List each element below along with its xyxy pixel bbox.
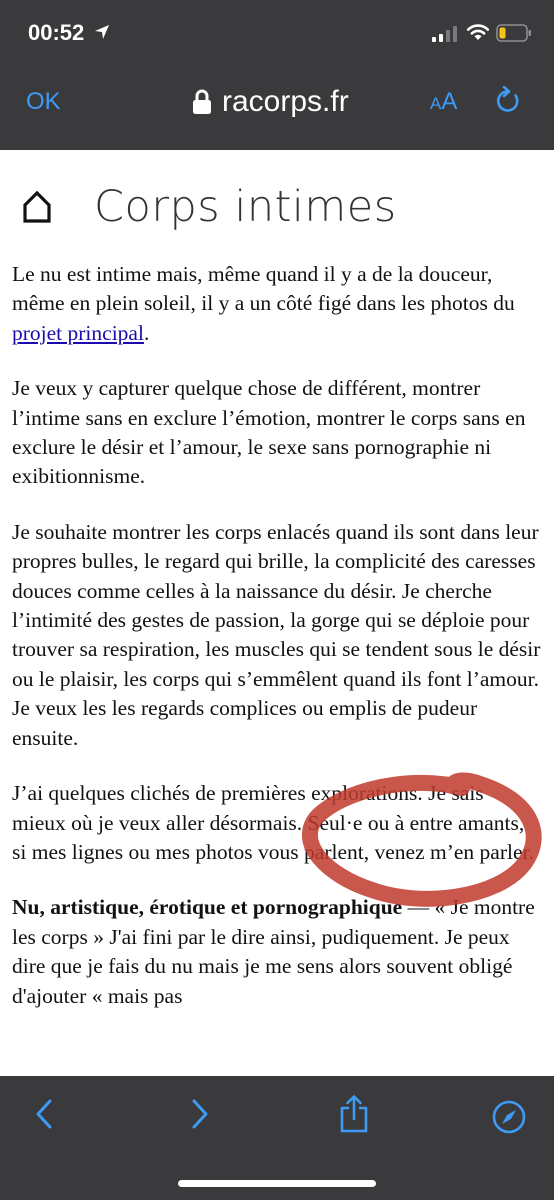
- reload-icon[interactable]: [494, 86, 522, 116]
- forward-icon[interactable]: [190, 1098, 210, 1130]
- battery-icon: [496, 24, 532, 42]
- location-arrow-icon: [94, 24, 110, 40]
- title-row: [22, 182, 397, 232]
- page-content: [12, 150, 542, 1076]
- paragraph-intro: [12, 260, 542, 348]
- share-icon[interactable]: [338, 1094, 370, 1134]
- page-title: Corps intimes: [94, 182, 397, 232]
- compass-icon[interactable]: [492, 1100, 526, 1134]
- home-icon[interactable]: [22, 190, 52, 224]
- paragraph-nu-text: — « Je montre les corps » J'ai fini par le dire ainsi, pudiquement. Je peux dire que je fais du nu mais je me sens alors souvent obligé d'ajouter « mais pas: [12, 895, 535, 1008]
- home-indicator[interactable]: [178, 1180, 376, 1187]
- paragraph-nu-heading: Nu, artistique, érotique et pornographique: [12, 895, 403, 920]
- signal-icon: [432, 26, 458, 42]
- text-size-small-a: A: [430, 94, 442, 113]
- paragraph-capture: Je veux y capturer quelque chose de différent, montrer l’intime sans en exclure l’émotion, montrer le corps sans en exclure le désir et l’amour, le sexe sans pornographie ni exibitionnisme.: [12, 376, 526, 489]
- browser-top-bar: [0, 0, 554, 150]
- text-size-big-a: A: [441, 88, 458, 115]
- projet-principal-link[interactable]: projet principal: [12, 320, 144, 345]
- paragraph-cliches: J’ai quelques clichés de premières explorations. Je sais mieux où je veux aller désormais. Seul·e ou à entre amants, si mes lignes ou mes photos vous parlent, venez m’en parler.: [12, 781, 534, 864]
- address-bar[interactable]: [192, 84, 349, 120]
- paragraph-corps: Je souhaite montrer les corps enlacés quand ils sont dans leur propres bulles, le regard qui brille, la complicité des caresses douces comme celles à la naissance du désir. Je cherche l’intimité des gestes de passion, la gorge qui se déploie pour trouver sa respiration, les muscles qui se tendent sous le désir ou le plaisir, les corps qui s’emmêlent quand ils font l’amour. Je veux les les regards complices ou emplis de pudeur ensuite.: [12, 519, 541, 750]
- wifi-icon: [466, 22, 490, 42]
- address-domain: racorps.fr: [222, 85, 349, 118]
- done-button[interactable]: OK: [26, 88, 61, 115]
- paragraph-nu: [12, 893, 542, 1011]
- status-time: 00:52: [28, 20, 85, 45]
- paragraph-intro-end: .: [143, 320, 150, 345]
- text-size-button[interactable]: [430, 88, 457, 116]
- lock-icon: [192, 89, 212, 115]
- article-body: [12, 260, 542, 1037]
- paragraph-intro-text: Le nu est intime mais, même quand il y a de la douceur, même en plein soleil, il y a un côté figé dans les photos du: [12, 262, 515, 316]
- back-icon[interactable]: [34, 1098, 54, 1130]
